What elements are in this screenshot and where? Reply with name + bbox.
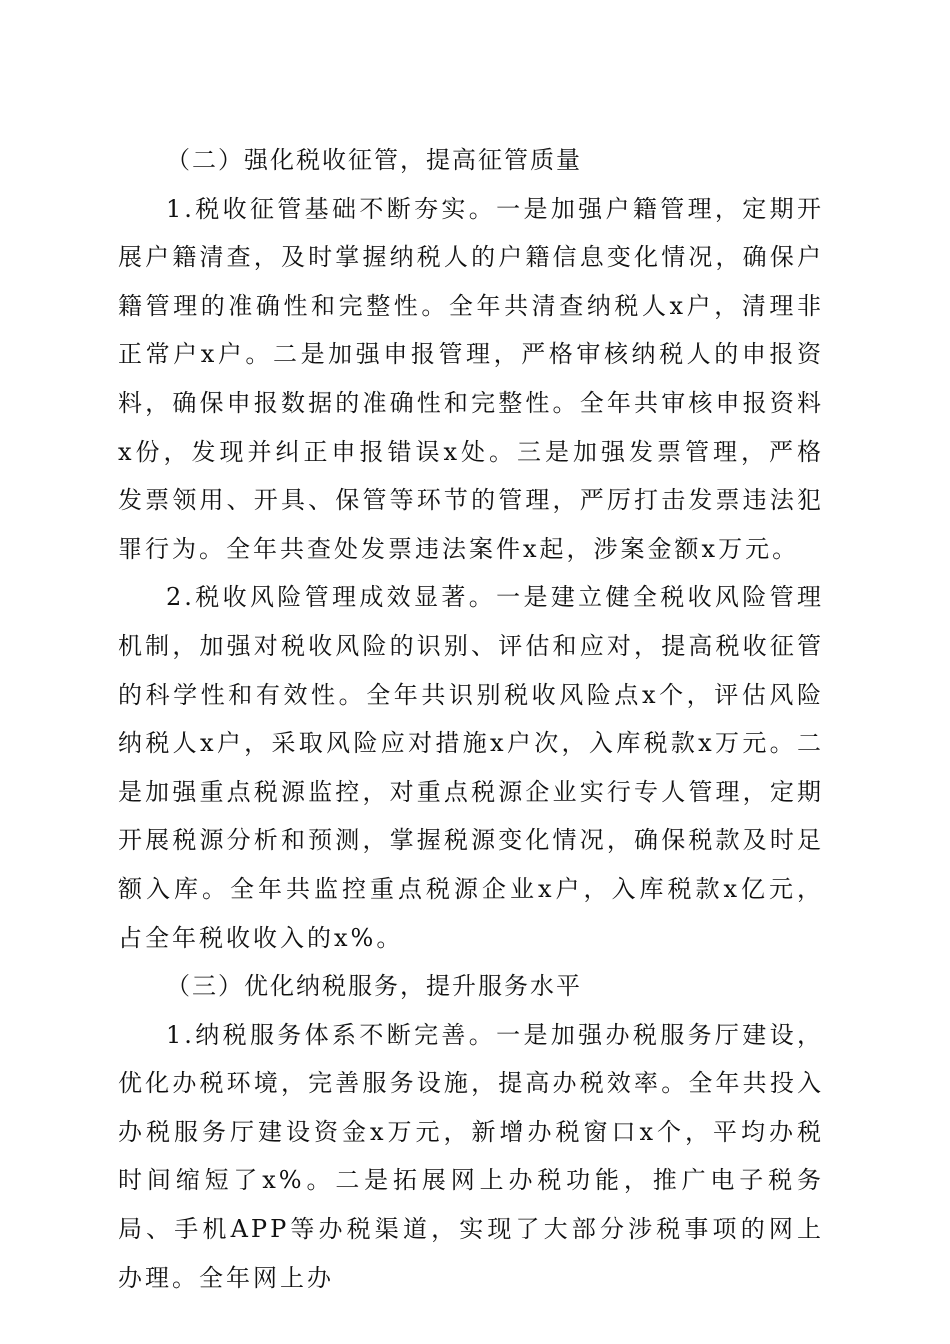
paragraph-tax-collection-foundation: 1.税收征管基础不断夯实。一是加强户籍管理，定期开展户籍清查，及时掌握纳税人的户籍信息变化情况，确保户籍管理的准确性和完整性。全年共清查纳税人x户，清理非正常户x户。二是加强申报管理，严格审核纳税人的申报资料，确保申报数据的准确性和完整性。全年共审核申报资料x份，发现并纠正申报错误x处。三是加强发票管理，严格发票领用、开具、保管等环节的管理，严厉打击发票违法犯罪行为。全年共查处发票违法案件x起，涉案金额x万元。 — [118, 194, 824, 563]
section-heading-3: （三）优化纳税服务，提升服务水平 — [166, 972, 582, 1001]
section-heading-2: （二）强化税收征管，提高征管质量 — [166, 146, 582, 174]
document-body — [118, 136, 824, 1302]
paragraph-tax-service-system: 1.纳税服务体系不断完善。一是加强办税服务厅建设，优化办税环境，完善服务设施，提高办税效率。全年共投入办税服务厅建设资金x万元，新增办税窗口x个，平均办税时间缩短了x%。二是拓展网上办税功能，推广电子税务局、手机APP等办税渠道，实现了大部分涉税事项的网上办理。全年网上办 — [118, 1020, 824, 1292]
paragraph-tax-risk-management: 2.税收风险管理成效显著。一是建立健全税收风险管理机制，加强对税收风险的识别、评估和应对，提高税收征管的科学性和有效性。全年共识别税收风险点x个，评估风险纳税人x户，采取风险应对措施x户次，入库税款x万元。二是加强重点税源监控，对重点税源企业实行专人管理，定期开展税源分析和预测，掌握税源变化情况，确保税款及时足额入库。全年共监控重点税源企业x户，入库税款x亿元，占全年税收收入的x%。 — [118, 583, 824, 952]
